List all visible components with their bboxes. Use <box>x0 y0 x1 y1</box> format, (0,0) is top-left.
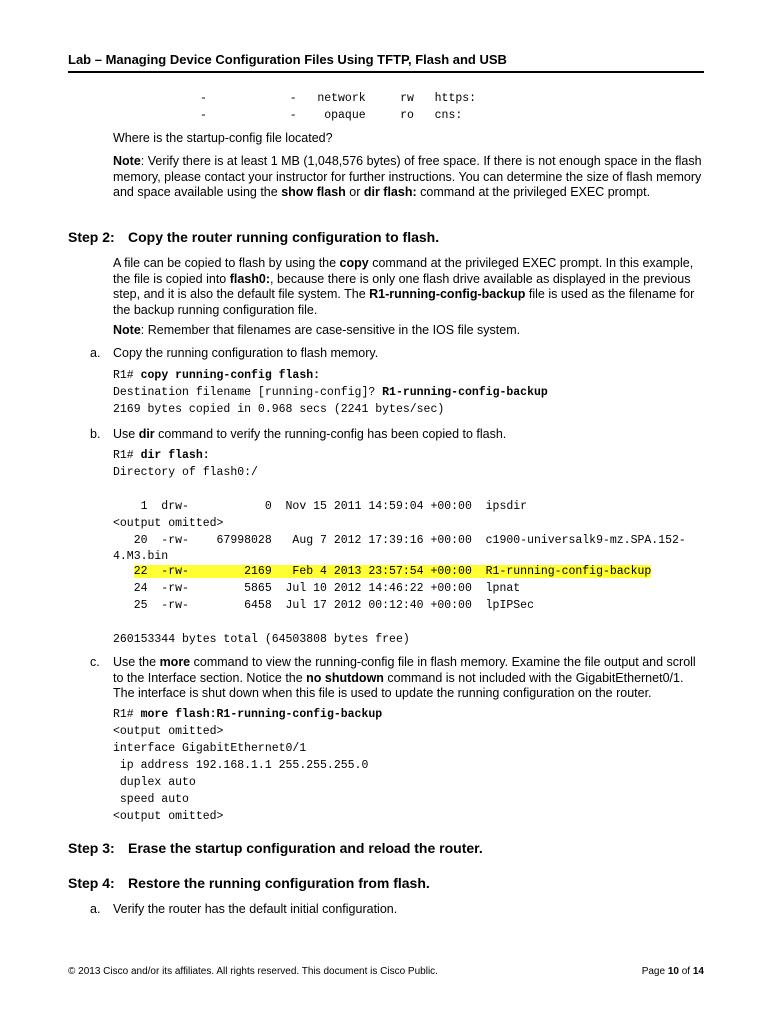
step-heading <box>68 840 483 856</box>
cli-output-line: interface GigabitEthernet0/1 <box>113 742 307 755</box>
dir-listing-row: 20 -rw- 67998028 Aug 7 2012 17:39:16 +00:00 c1900-universalk9-mz.SPA.152- <box>113 534 686 547</box>
command-name: more <box>159 655 191 669</box>
cli-prompt: R1# <box>113 449 141 462</box>
command-name: show flash <box>281 185 346 199</box>
step-paragraph <box>113 256 708 318</box>
command-name: no shutdown <box>306 670 384 685</box>
dir-listing-row: <output omitted> <box>113 517 224 530</box>
note-label: Note <box>113 154 141 168</box>
note-text: command at the privileged EXEC prompt. <box>416 185 651 199</box>
paragraph-text: command at the privileged EXEC prompt. In this example, the file is copied into <box>113 256 694 286</box>
paragraph-text: file is used as the filename for the backup running configuration file. <box>113 287 695 317</box>
note-text: : Verify there is at least 1 MB (1,048,576 bytes) of free space. If there is not enough space in the flash memory, please contact your instructor for further instructions. You can determine the size of flash memory and space available using the <box>113 154 702 199</box>
command-name: dir flash: <box>363 185 417 199</box>
cli-output-line <box>113 386 548 399</box>
file-system-row: - - network rw https: <box>200 92 477 105</box>
cli-input: R1-running-config-backup <box>382 386 548 399</box>
list-marker: b. <box>90 427 101 441</box>
cli-command: copy running-config flash: <box>140 369 321 382</box>
cli-command: dir flash: <box>140 449 210 462</box>
question-text: Where is the startup-config file located? <box>113 131 333 145</box>
note-paragraph <box>113 323 708 339</box>
step-title: Copy the router running configuration to flash. <box>128 229 440 245</box>
command-name: copy <box>339 256 369 270</box>
dir-listing-row: 22 -rw- 2169 Feb 4 2013 23:57:54 +00:00 R1-running-config-backup <box>113 565 652 578</box>
cli-output-line: 2169 bytes copied in 0.968 secs (2241 bytes/sec) <box>113 403 445 416</box>
cli-command-line <box>113 708 382 721</box>
paragraph-text: , because there is only one flash drive available as displayed in the previous step, and it is also the default file system. The <box>113 271 691 301</box>
command-name: dir <box>138 427 155 441</box>
footer-copyright: © 2013 Cisco and/or its affiliates. All rights reserved. This document is Cisco Public. <box>68 966 438 977</box>
note-paragraph <box>113 154 708 201</box>
note-text: or <box>345 185 364 199</box>
cli-prompt: R1# <box>113 369 141 382</box>
cli-output: Destination filename [running-config]? <box>113 386 383 399</box>
note-label: Note <box>113 323 141 337</box>
dir-listing-row: 24 -rw- 5865 Jul 10 2012 14:46:22 +00:00 lpnat <box>113 582 521 595</box>
step-number: Step 2: <box>68 229 115 245</box>
file-system-row: - - opaque ro cns: <box>200 109 463 122</box>
cli-output-line: ip address 192.168.1.1 255.255.255.0 <box>113 759 369 772</box>
cli-prompt: R1# <box>113 708 141 721</box>
cli-output-line: <output omitted> <box>113 725 224 738</box>
file-name: R1-running-config-backup <box>369 287 526 301</box>
list-marker: a. <box>90 346 101 360</box>
list-text: Use the more command to view the running-config file in flash memory. Examine the file output and scroll to the Interface section. Notice the no shutdown command is not included with the GigabitEthernet0/1. The interface is shut down when this file is used to update the running configuration on the router. <box>113 655 696 700</box>
cli-output-line: 260153344 bytes total (64503808 bytes free) <box>113 633 410 646</box>
page-header: Lab – Managing Device Configuration Files Using TFTP, Flash and USB <box>68 52 704 73</box>
note-text: : Remember that filenames are case-sensitive in the IOS file system. <box>140 323 521 337</box>
step-number: Step 3: <box>68 840 115 856</box>
list-text: Copy the running configuration to flash memory. <box>113 346 379 360</box>
cli-output-line: <output omitted> <box>113 810 224 823</box>
cli-command-line <box>113 369 320 382</box>
dir-listing-row: 4.M3.bin <box>113 550 169 563</box>
command-name: flash0: <box>229 271 271 286</box>
cli-command-line <box>113 449 210 462</box>
list-text: Use dir command to verify the running-config has been copied to flash. <box>113 427 507 441</box>
footer-page-number: Page 10 of 14 <box>641 966 704 977</box>
cli-output-line: duplex auto <box>113 776 196 789</box>
step-heading <box>68 229 439 245</box>
list-text: Verify the router has the default initial configuration. <box>113 902 398 916</box>
step-title: Restore the running configuration from flash. <box>128 875 430 891</box>
dir-listing-row: 1 drw- 0 Nov 15 2011 14:59:04 +00:00 ipsdir <box>113 500 528 513</box>
step-heading <box>68 875 430 891</box>
cli-command: more flash:R1-running-config-backup <box>140 708 383 721</box>
dir-listing-row: 25 -rw- 6458 Jul 17 2012 00:12:40 +00:00 lpIPSec <box>113 599 534 612</box>
step-title: Erase the startup configuration and reload the router. <box>128 840 483 856</box>
paragraph-text: A file can be copied to flash by using the <box>113 256 340 270</box>
highlighted-dir-row <box>113 565 652 578</box>
cli-output-line: speed auto <box>113 793 189 806</box>
list-marker: a. <box>90 902 101 916</box>
step-number: Step 4: <box>68 875 115 891</box>
list-marker: c. <box>90 655 100 669</box>
cli-output-line: Directory of flash0:/ <box>113 466 258 479</box>
